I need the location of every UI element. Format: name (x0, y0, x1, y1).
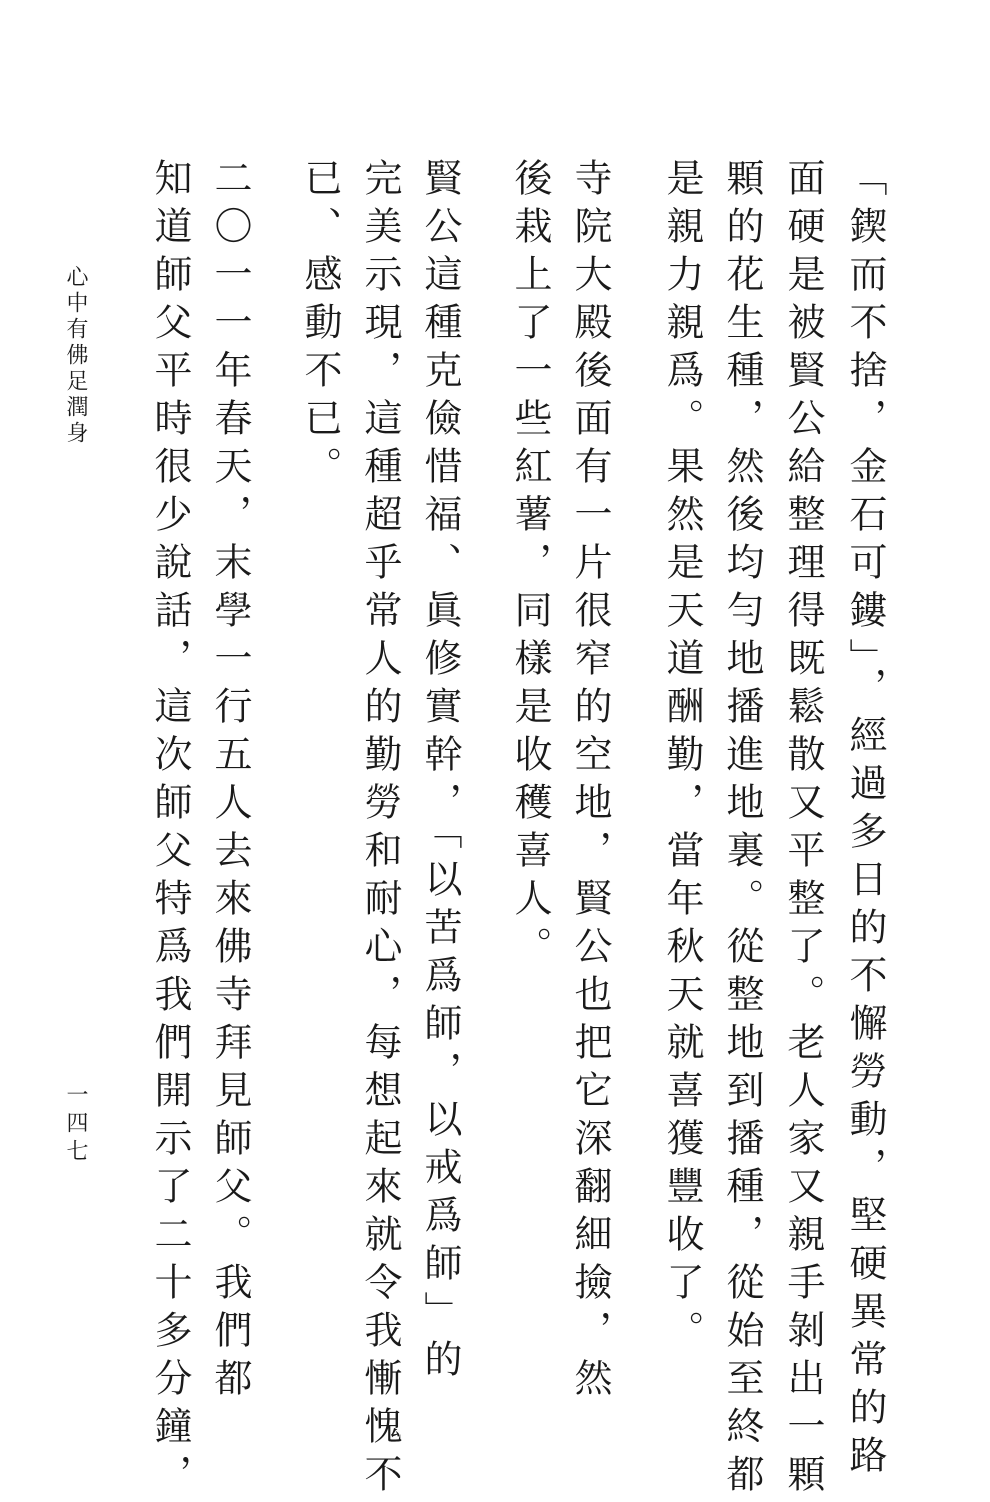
page-number: 一四七 (63, 1083, 88, 1167)
text-column: 寺院大殿後面有一片很窄的空地，賢公也把它深翻細撿，然 (568, 158, 612, 1406)
text-column: 顆的花生種，然後均勻地播進地裏。從整地到播種，從始至終都 (720, 158, 764, 1502)
running-title: 心中有佛足潤身 (63, 265, 88, 447)
text-column: 「鍥而不捨，金石可鏤」，經過多日的不懈勞動，堅硬異常的路 (843, 158, 887, 1483)
text-column: 二〇一一年春天，末學一行五人去來佛寺拜見師父。我們都 (208, 158, 252, 1406)
text-column: 已、感動不已。 (298, 158, 342, 494)
text-column: 是親力親爲。果然是天道酬勤，當年秋天就喜獲豐收了。 (660, 158, 704, 1358)
text-column: 賢公這種克儉惜福、眞修實幹，「以苦爲師，以戒爲師」的 (418, 158, 462, 1387)
text-column: 面硬是被賢公給整理得既鬆散又平整了。老人家又親手剝出一顆 (781, 158, 825, 1502)
text-column: 完美示現，這種超乎常人的勤勞和耐心，每想起來就令我慚愧不 (358, 158, 402, 1502)
text-column: 後栽上了一些紅薯，同樣是收穫喜人。 (508, 158, 552, 974)
text-column: 知道師父平時很少說話，這次師父特爲我們開示了二十多分鐘， (148, 158, 192, 1502)
